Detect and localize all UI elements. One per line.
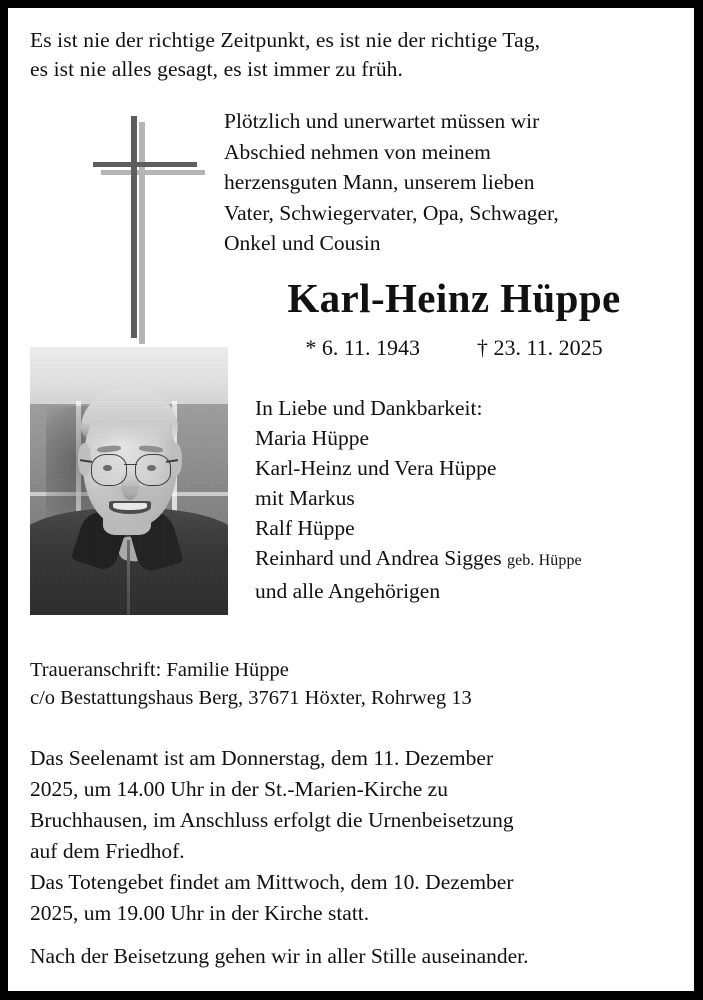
cross-vertical-shadow <box>139 122 145 344</box>
death-date: 23. 11. 2025 <box>493 335 603 360</box>
closing-paragraph <box>30 941 678 972</box>
survivors-list <box>255 393 685 606</box>
address-line-2: c/o Bestattungshaus Berg, 37671 Höxter, Rohrweg 13 <box>30 687 472 709</box>
survivor-line-5-name: Reinhard und Andrea Sigges <box>255 546 502 570</box>
service-information <box>30 743 678 972</box>
announcement-text <box>224 106 684 259</box>
cross-horizontal-shadow <box>101 170 205 175</box>
survivor-line-3: mit Markus <box>255 486 355 510</box>
requiem-line-1: Das Seelenamt ist am Donnerstag, dem 11. Dezember <box>30 746 494 770</box>
survivor-line-6: und alle Angehörigen <box>255 579 441 603</box>
notice-page <box>8 8 694 991</box>
survivor-line-4: Ralf Hüppe <box>255 516 355 540</box>
announcement-line-4: Vater, Schwiegervater, Opa, Schwager, <box>224 200 559 225</box>
announcement-line-1: Plötzlich und unerwartet müssen wir <box>224 109 540 133</box>
survivor-line-2: Karl-Heinz und Vera Hüppe <box>255 456 497 480</box>
announcement-line-3: herzensguten Mann, unserem lieben <box>224 170 535 194</box>
photo-grain-overlay <box>30 347 228 615</box>
survivors-intro: In Liebe und Dankbarkeit: <box>255 396 483 420</box>
announcement-line-2: Abschied nehmen von meinem <box>224 139 491 164</box>
prayer-paragraph <box>30 867 678 929</box>
life-dates <box>224 335 684 361</box>
requiem-line-3: Bruchhausen, im Anschluss erfolgt die Urnenbeisetzung <box>30 808 514 832</box>
birth-date: 6. 11. 1943 <box>321 335 420 360</box>
requiem-line-2: 2025, um 14.00 Uhr in der St.-Marien-Kirche zu <box>30 777 448 801</box>
birth-symbol: * <box>305 335 317 360</box>
cross-icon <box>88 108 206 343</box>
prayer-line-1: Das Totengebet findet am Mittwoch, dem 10. Dezember <box>30 870 514 894</box>
address-line-1: Traueranschrift: Familie Hüppe <box>30 659 289 681</box>
opening-verse <box>30 26 650 84</box>
requiem-paragraph <box>30 743 678 867</box>
survivor-line-5-maiden-name: geb. Hüppe <box>507 552 582 569</box>
portrait-photo <box>30 347 228 615</box>
cross-vertical-stroke <box>131 116 137 338</box>
requiem-line-4: auf dem Friedhof. <box>30 839 185 863</box>
deceased-name: Karl-Heinz Hüppe <box>287 275 621 321</box>
death-symbol: † <box>477 335 488 360</box>
survivor-line-5 <box>255 543 685 576</box>
prayer-line-2: 2025, um 19.00 Uhr in der Kirche statt. <box>30 901 370 925</box>
verse-line-2: es ist nie alles gesagt, es ist immer zu früh. <box>30 57 403 81</box>
cross-horizontal-stroke <box>93 162 197 167</box>
verse-line-1: Es ist nie der richtige Zeitpunkt, es ist nie der richtige Tag, <box>30 28 541 52</box>
mourning-address <box>30 656 670 712</box>
closing-line: Nach der Beisetzung gehen wir in aller Stille auseinander. <box>30 944 529 968</box>
announcement-line-5: Onkel und Cousin <box>224 231 381 255</box>
survivor-line-1: Maria Hüppe <box>255 426 370 450</box>
